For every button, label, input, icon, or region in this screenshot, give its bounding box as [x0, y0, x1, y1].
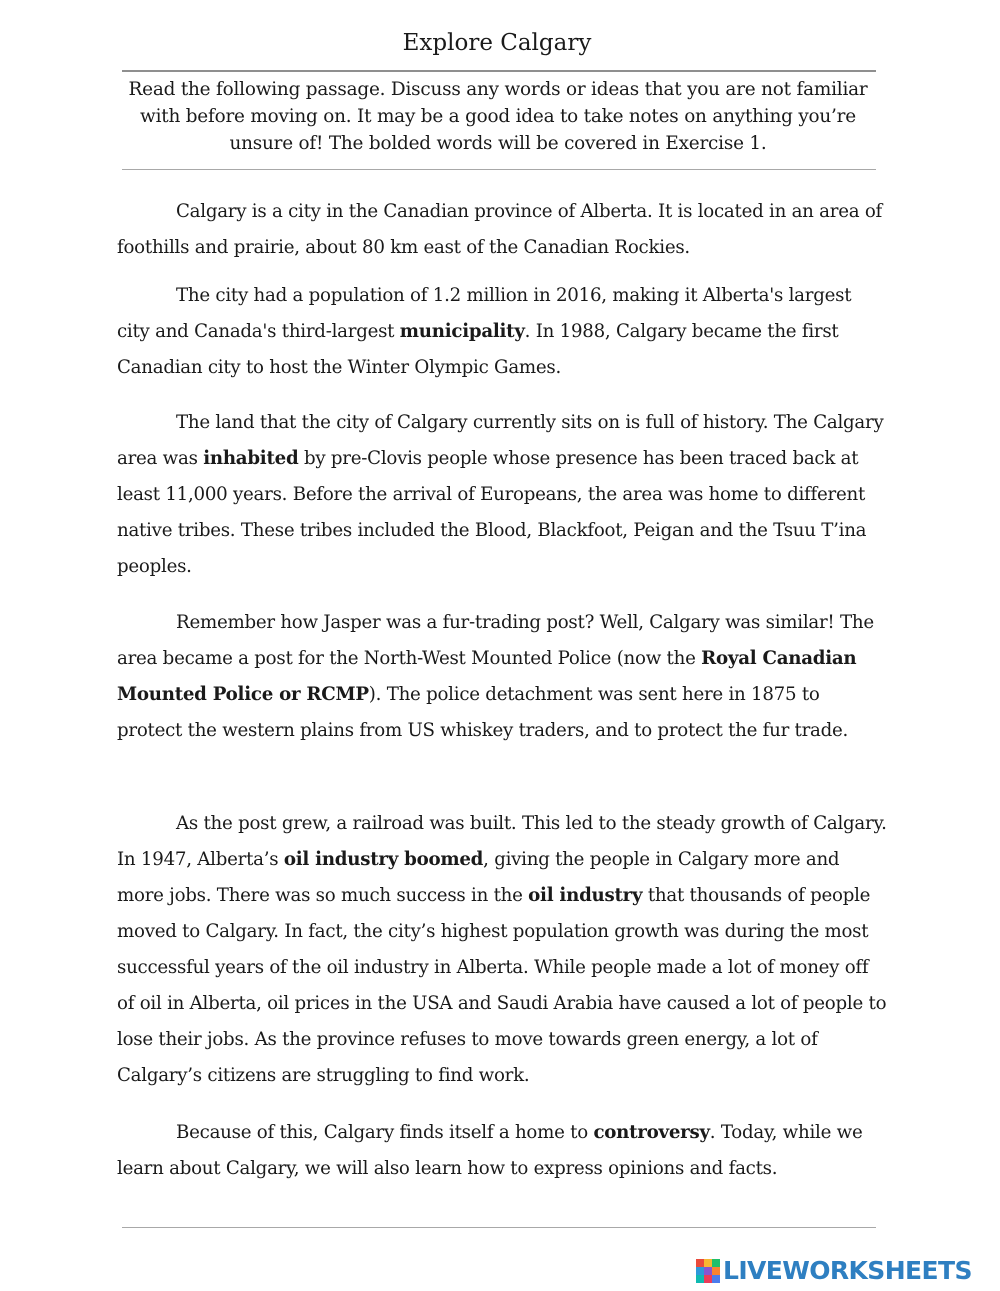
- paragraph-text: Remember how Jasper was a fur-trading post? Well, Calgary was similar! The area became a post for the North-West Mounted Police (now the: [117, 612, 874, 669]
- bottom-divider: [122, 1227, 876, 1228]
- paragraph-text: , giving the people in Calgary more and more jobs. There was so much success in the: [117, 849, 840, 906]
- paragraph-text: . In 1988, Calgary became the first Canadian city to host the Winter Olympic Games.: [117, 321, 839, 378]
- logo-square: [696, 1275, 704, 1283]
- logo-square: [712, 1259, 720, 1267]
- bold-vocab-controversy: controversy: [593, 1122, 710, 1143]
- passage-paragraph-1: [117, 194, 887, 266]
- paragraph-text: The land that the city of Calgary currently sits on is full of history. The Calgary area was: [117, 412, 884, 469]
- passage-paragraph-2: [117, 278, 887, 386]
- bold-vocab-rcmp: Royal Canadian Mounted Police or RCMP: [117, 648, 857, 705]
- brand-wordmark: LIVEWORKSHEETS: [723, 1256, 972, 1285]
- passage-paragraph-5: [117, 806, 887, 1094]
- paragraph-text: ). The police detachment was sent here in 1875 to protect the western plains from US whiskey traders, and to protect the fur trade.: [117, 684, 849, 741]
- logo-square: [712, 1275, 720, 1283]
- paragraph-text: that thousands of people moved to Calgary. In fact, the city’s highest population growth was during the most successful years of the oil industry in Alberta. While people made a lot of money off of oil in Alberta, oil prices in the USA and Saudi Arabia have caused a lot of people to lose their jobs. As the province refuses to move towards green energy, a lot of Calgary’s citizens are struggling to find work.: [117, 885, 887, 1086]
- logo-square: [704, 1259, 712, 1267]
- liveworksheets-grid-icon: [696, 1259, 720, 1283]
- paragraph-text: . Today, while we learn about Calgary, we will also learn how to express opinions and facts.: [117, 1122, 863, 1179]
- page-title: Explore Calgary: [402, 30, 592, 56]
- instructions-text: Read the following passage. Discuss any words or ideas that you are not familiar with before moving on. It may be a good idea to take notes on anything you’re unsure of! The bolded words will be covered in Exercise 1.: [128, 79, 868, 154]
- bold-vocab-municipality: municipality: [399, 321, 525, 342]
- passage-paragraph-6: [117, 1115, 887, 1187]
- logo-square: [712, 1267, 720, 1275]
- passage-paragraph-3: [117, 405, 887, 585]
- logo-square: [704, 1267, 712, 1275]
- bold-vocab-oil-industry-boomed: oil industry boomed: [283, 849, 484, 870]
- passage-paragraph-4: [117, 605, 887, 749]
- bold-vocab-inhabited: inhabited: [203, 448, 299, 469]
- instructions-divider: [122, 169, 876, 170]
- paragraph-text: The city had a population of 1.2 million in 2016, making it Alberta's largest city and Canada's third-largest: [117, 285, 852, 342]
- top-divider: [122, 70, 876, 72]
- liveworksheets-logo: [696, 1256, 972, 1286]
- logo-square: [696, 1267, 704, 1275]
- paragraph-text: Because of this, Calgary finds itself a home to: [176, 1122, 594, 1143]
- bold-vocab-oil-industry: oil industry: [528, 885, 643, 906]
- paragraph-text: Calgary is a city in the Canadian province of Alberta. It is located in an area of foothills and prairie, about 80 km east of the Canadian Rockies.: [117, 201, 883, 258]
- logo-square: [704, 1275, 712, 1283]
- paragraph-text: As the post grew, a railroad was built. This led to the steady growth of Calgary. In 1947, Alberta’s: [117, 813, 887, 870]
- logo-square: [696, 1259, 704, 1267]
- paragraph-text: by pre-Clovis people whose presence has been traced back at least 11,000 years. Before the arrival of Europeans, the area was home to different native tribes. These tribes included the Blood, Blackfoot, Peigan and the Tsuu T’ina peoples.: [117, 448, 867, 577]
